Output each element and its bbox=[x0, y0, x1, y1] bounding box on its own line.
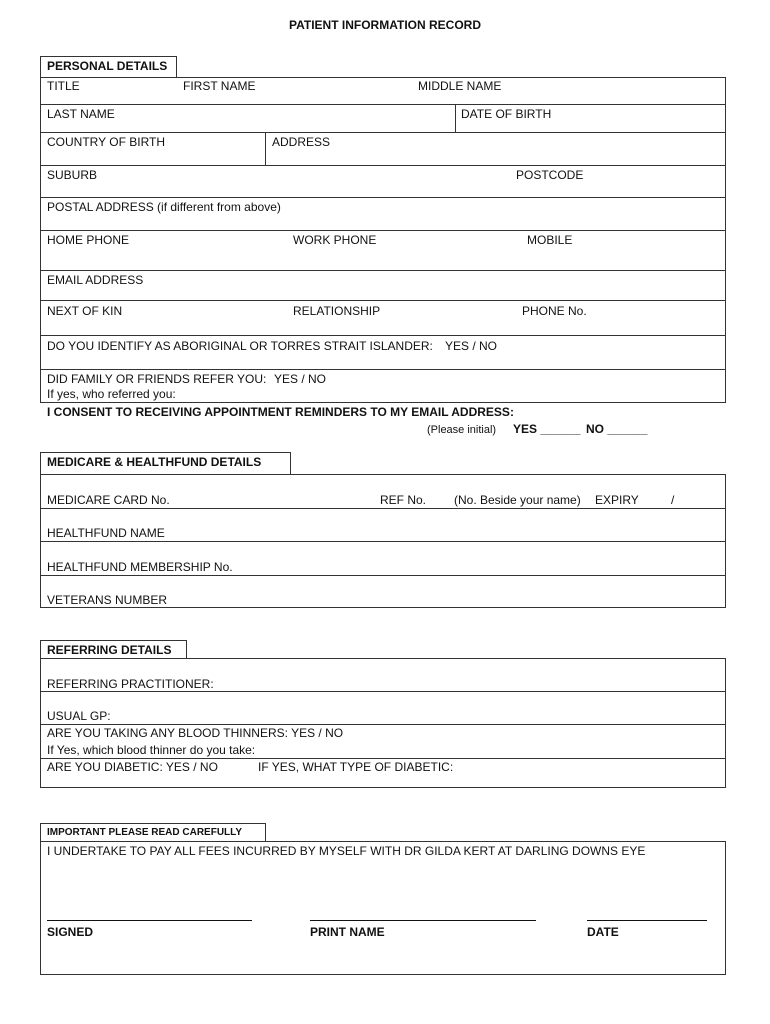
page-title: PATIENT INFORMATION RECORD bbox=[289, 18, 481, 32]
home-phone-field-label: HOME PHONE bbox=[47, 233, 130, 247]
diabetic-type-label: IF YES, WHAT TYPE OF DIABETIC: bbox=[258, 760, 454, 774]
postal-address-field-label: POSTAL ADDRESS (if different from above) bbox=[47, 200, 281, 214]
row-divider bbox=[40, 300, 726, 301]
first-name-field-label: FIRST NAME bbox=[183, 79, 256, 93]
last-name-field-label: LAST NAME bbox=[47, 107, 115, 121]
referral-question: DID FAMILY OR FRIENDS REFER YOU: bbox=[47, 372, 267, 386]
important-heading: IMPORTANT PLEASE READ CAREFULLY bbox=[40, 823, 266, 841]
consent-yes-line: YES ______ bbox=[513, 422, 581, 436]
expiry-label: EXPIRY bbox=[595, 493, 639, 507]
row-divider bbox=[40, 270, 726, 271]
print-name-line bbox=[310, 920, 536, 921]
row-divider bbox=[40, 335, 726, 336]
which-thinner-label: If Yes, which blood thinner do you take: bbox=[47, 743, 256, 757]
row-divider bbox=[40, 197, 726, 198]
please-initial-label: (Please initial) bbox=[427, 424, 497, 436]
email-field-label: EMAIL ADDRESS bbox=[47, 273, 144, 287]
referring-practitioner-label: REFERRING PRACTITIONER: bbox=[47, 677, 214, 691]
row-divider bbox=[40, 230, 726, 231]
postcode-field-label: POSTCODE bbox=[516, 168, 584, 182]
next-of-kin-field-label: NEXT OF KIN bbox=[47, 304, 123, 318]
signed-label: SIGNED bbox=[47, 925, 94, 939]
veterans-number-label: VETERANS NUMBER bbox=[47, 593, 168, 607]
medicare-heading: MEDICARE & HEALTHFUND DETAILS bbox=[40, 452, 291, 474]
work-phone-field-label: WORK PHONE bbox=[293, 233, 377, 247]
phone-no-field-label: PHONE No. bbox=[522, 304, 587, 318]
aboriginal-options: YES / NO bbox=[445, 339, 498, 353]
consent-statement: I CONSENT TO RECEIVING APPOINTMENT REMINDERS TO MY EMAIL ADDRESS: bbox=[47, 405, 514, 419]
mobile-field-label: MOBILE bbox=[527, 233, 573, 247]
beside-name-note: (No. Beside your name) bbox=[454, 493, 581, 507]
row-divider bbox=[40, 165, 726, 166]
healthfund-name-label: HEALTHFUND NAME bbox=[47, 526, 165, 540]
column-divider bbox=[265, 132, 266, 165]
personal-details-box bbox=[40, 77, 726, 403]
date-line bbox=[587, 920, 707, 921]
suburb-field-label: SUBURB bbox=[47, 168, 98, 182]
row-divider bbox=[40, 541, 726, 542]
referral-options: YES / NO bbox=[274, 372, 327, 386]
column-divider bbox=[455, 104, 456, 132]
relationship-field-label: RELATIONSHIP bbox=[293, 304, 381, 318]
referring-heading: REFERRING DETAILS bbox=[40, 640, 187, 658]
diabetic-question: ARE YOU DIABETIC: YES / NO bbox=[47, 760, 218, 774]
row-divider bbox=[40, 132, 726, 133]
row-divider bbox=[40, 724, 726, 725]
date-label: DATE bbox=[587, 925, 619, 939]
usual-gp-label: USUAL GP: bbox=[47, 709, 111, 723]
referral-who-label: If yes, who referred you: bbox=[47, 387, 176, 401]
expiry-slash: / bbox=[671, 493, 675, 507]
signature-line bbox=[47, 920, 252, 921]
row-divider bbox=[40, 758, 726, 759]
address-field-label: ADDRESS bbox=[272, 135, 331, 149]
healthfund-membership-label: HEALTHFUND MEMBERSHIP No. bbox=[47, 560, 233, 574]
personal-details-heading: PERSONAL DETAILS bbox=[40, 56, 177, 77]
blood-thinners-question: ARE YOU TAKING ANY BLOOD THINNERS: YES / NO bbox=[47, 726, 344, 740]
aboriginal-question: DO YOU IDENTIFY AS ABORIGINAL OR TORRES STRAIT ISLANDER: bbox=[47, 339, 433, 353]
row-divider bbox=[40, 369, 726, 370]
medicare-card-label: MEDICARE CARD No. bbox=[47, 493, 170, 507]
middle-name-field-label: MIDDLE NAME bbox=[418, 79, 502, 93]
row-divider bbox=[40, 691, 726, 692]
consent-no-line: NO ______ bbox=[586, 422, 648, 436]
dob-field-label: DATE OF BIRTH bbox=[461, 107, 552, 121]
ref-no-label: REF No. bbox=[380, 493, 427, 507]
row-divider bbox=[40, 104, 726, 105]
important-box bbox=[40, 841, 726, 975]
row-divider bbox=[40, 508, 726, 509]
title-field-label: TITLE bbox=[47, 79, 80, 93]
print-name-label: PRINT NAME bbox=[310, 925, 385, 939]
row-divider bbox=[40, 575, 726, 576]
country-field-label: COUNTRY OF BIRTH bbox=[47, 135, 166, 149]
undertake-statement: I UNDERTAKE TO PAY ALL FEES INCURRED BY MYSELF WITH DR GILDA KERT AT DARLING DOWNS EYE bbox=[47, 844, 646, 858]
